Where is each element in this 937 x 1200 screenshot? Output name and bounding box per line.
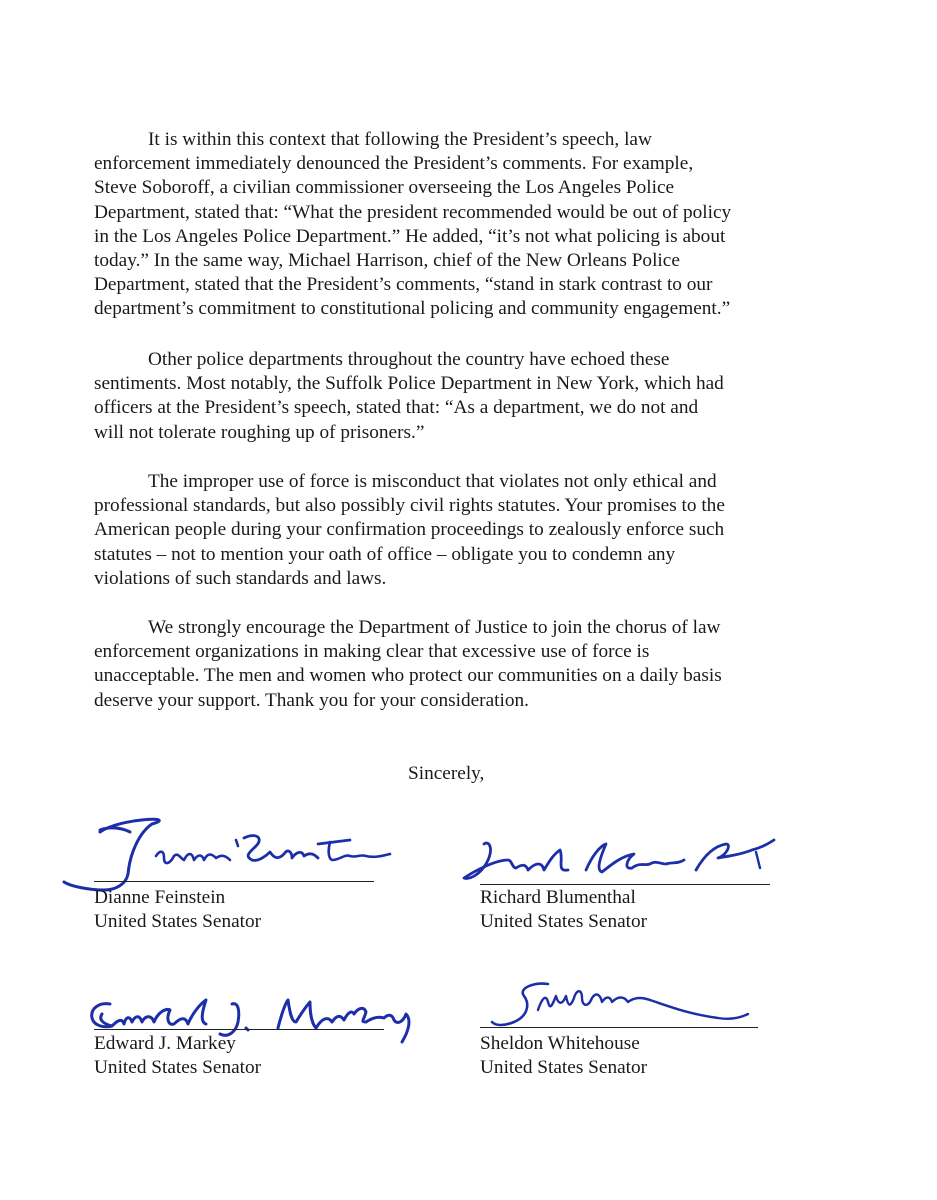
- paragraph-line: Other police departments throughout the country have echoed these: [148, 349, 670, 370]
- paragraph-line: The improper use of force is misconduct that violates not only ethical and: [148, 471, 717, 492]
- signer-title: United States Senator: [94, 1057, 262, 1078]
- paragraph-line: enforcement organizations in making clear that excessive use of force is: [94, 641, 650, 663]
- paragraph-line: today.” In the same way, Michael Harrison, chief of the New Orleans Police: [94, 250, 680, 272]
- paragraph-1: [94, 128, 854, 322]
- paragraph-line: unacceptable. The men and women who protect our communities on a daily basis: [94, 665, 722, 687]
- paragraph-3: [94, 470, 854, 591]
- signer-name: Sheldon Whitehouse: [480, 1033, 640, 1054]
- paragraph-line: violations of such standards and laws.: [94, 567, 387, 589]
- signer-name: Richard Blumenthal: [480, 887, 636, 908]
- paragraph-line: officers at the President’s speech, stated that: “As a department, we do not and: [94, 397, 699, 419]
- paragraph-line: American people during your confirmation proceedings to zealously enforce such: [94, 519, 725, 541]
- closing-salutation: Sincerely,: [408, 763, 485, 784]
- paragraph-line: statutes – not to mention your oath of office – obligate you to condemn any: [94, 543, 676, 565]
- signer-markey: [94, 1032, 261, 1080]
- signer-title: United States Senator: [94, 911, 262, 932]
- paragraph-line: deserve your support. Thank you for your consideration.: [94, 689, 529, 711]
- paragraph-line: department’s commitment to constitutional policing and community engagement.”: [94, 298, 731, 320]
- signature-line: [94, 881, 374, 882]
- paragraph-line: professional standards, but also possibly civil rights statutes. Your promises to the: [94, 495, 725, 517]
- signer-title: United States Senator: [480, 1057, 648, 1078]
- signer-feinstein: [94, 886, 261, 934]
- paragraph-4: [94, 616, 854, 713]
- paragraph-line: Department, stated that: “What the president recommended would be out of policy: [94, 201, 732, 223]
- paragraph-line: Steve Soboroff, a civilian commissioner overseeing the Los Angeles Police: [94, 177, 675, 199]
- paragraph-line: will not tolerate roughing up of prisoners.”: [94, 421, 425, 443]
- signature-line: [480, 1027, 758, 1028]
- paragraph-line: We strongly encourage the Department of Justice to join the chorus of law: [148, 617, 721, 638]
- signer-title: United States Senator: [480, 911, 648, 932]
- paragraph-line: Department, stated that the President’s comments, “stand in stark contrast to our: [94, 274, 713, 296]
- paragraph-line: enforcement immediately denounced the President’s comments. For example,: [94, 153, 694, 175]
- signature-blumenthal: [456, 830, 786, 890]
- signer-whitehouse: [480, 1032, 647, 1080]
- signer-blumenthal: [480, 886, 647, 934]
- paragraph-line: It is within this context that following the President’s speech, law: [148, 129, 652, 150]
- paragraph-2: [94, 348, 854, 445]
- paragraph-line: in the Los Angeles Police Department.” He added, “it’s not what policing is about: [94, 225, 726, 247]
- signer-name: Edward J. Markey: [94, 1033, 236, 1054]
- signer-name: Dianne Feinstein: [94, 887, 226, 908]
- paragraph-line: sentiments. Most notably, the Suffolk Police Department in New York, which had: [94, 373, 724, 395]
- signature-line: [94, 1029, 384, 1030]
